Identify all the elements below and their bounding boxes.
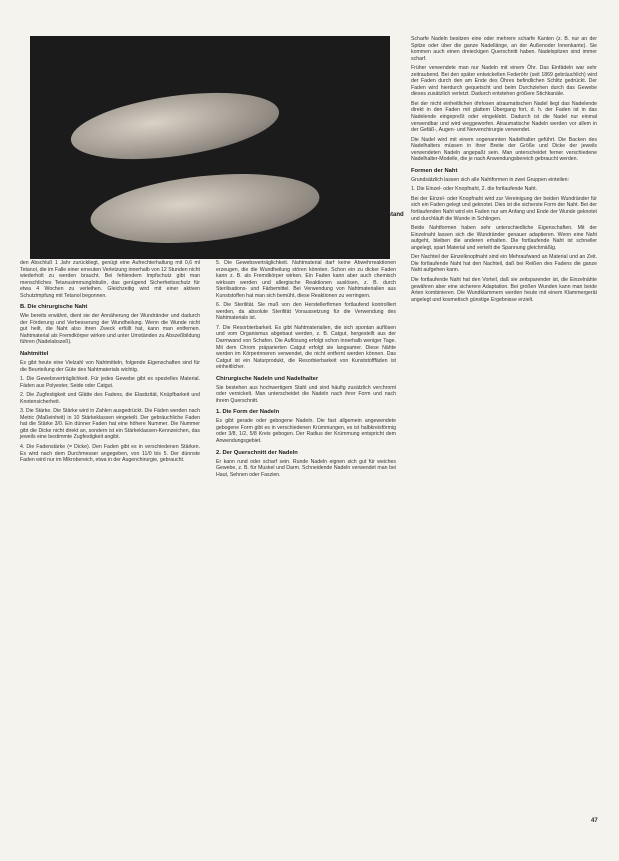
paragraph: Der Nachteil der Einzelknopfnaht sind ein Mehraufwand an Material und an Zeit. Die fortlaufende Naht hat den Nachteil, daß bei Reißen des Fadens die ganze Naht aufgehen kann. [411,254,597,274]
paragraph: Bei der Einzel- oder Knopfnaht wird zur Vereinigung der beiden Wundränder für sich ein Faden gelegt und geknotet. Dies ist die sicherste Form der Naht. Bei der fortlaufenden Naht wird ein Faden nur am Anfang und Ende der Wunde geknotet und durchläuft die Wunde in Schlingen. [411,195,597,222]
column-middle [216,260,396,481]
photo-limb-lower [87,164,323,253]
paragraph: Wie bereits erwähnt, dient sie der Annäherung der Wundränder und dadurch der Förderung und Verbesserung der Wundheilung. Wenn die Wunde nicht gut heilt, die Naht also ihren Zweck erfüllt hat, kann man entfernen. Nahtmaterial als Fremdkörper wirken und unter Umständen zu Abszeßbildung führen (Nadelabszeß). [20,313,200,346]
paragraph: Es gibt heute eine Vielzahl von Nahtmitteln, folgende Eigenschaften sind für die Beurteilung der Güte des Nahtmaterials wichtig. [20,360,200,373]
photo-limb-upper [67,82,283,171]
paragraph: 3. Die Stärke. Die Stärke wird in Zahlen ausgedrückt. Die Fäden werden nach Metric (Maßeinheit) in 10 Stärkeklassen eingeteilt. Der gebräuchliche Faden hat die Stärke 3/0. Ein dünner Faden hat eine höhere Nummer. Die Nummer gibt die Dicke nicht direkt an, sondern ist ein Stärkeklassen-Kennzeichen, das jeweils eine bestimmte Zugfestigkeit angibt. [20,408,200,441]
paragraph: Es gibt gerade oder gebogene Nadeln. Die fast allgemein angewendete gebogene Form gibt es in verschiedenen Krümmungen, es ist halbkreisförmig oder 3/8, 1/2, 5/8 Kreis gebogen. Der Radius der Krümmung entspricht dem Anwendungsgebiet. [216,418,396,445]
paragraph: 1. Die Gewebsverträglichkeit. Für jedes Gewebe gibt es spezielles Material. Fäden aus Polyester, Seide oder Catgut. [20,376,200,389]
paragraph: 5. Die Gewebsverträglichkeit. Nahtmaterial darf keine Abwehrreaktionen erzeugen, die die Wundheilung stören könnten. Schon ein zu dicker Faden kann z. B. als Fremdkörper wirken. Ein Faden kann aber auch chemisch wirksam werden und allergische Reaktionen auslösen, z. B. durch Sterilisations- und Färbemittel. Bei Verwendung von Nahtmaterialien aus Kunststoffen hat man sich bemüht, diese Reaktionen zu verringern. [216,260,396,299]
section-heading: Formen der Naht [411,167,458,174]
section-heading: Chirurgische Nadeln und Nadelhalter [216,375,319,382]
wound-healing-photo [30,36,390,259]
paragraph: 6. Die Sterilität. Sie muß von den Herstellerfirmen fortlaufend kontrolliert werden, da absolute Sterilität Voraussetzung für die Verwendung des Nahtmaterials ist. [216,302,396,322]
section-heading: B. Die chirurgische Naht [20,304,88,311]
subsection-heading: 1. Die Form der Nadeln [216,409,280,416]
subsection-heading: 2. Der Querschnitt der Nadeln [216,449,298,456]
paragraph: 4. Die Fadenstärke (= Dicke). Den Faden gibt es in verschiedenen Stärken. Es wird nach dem Durchmesser angegeben, von 11/0 bis 5. Der dünnste Faden wird nur im Mikrobereich, etwa in der Augenchirurgie, gebraucht. [20,444,200,464]
paragraph: Er kann rund oder scharf sein. Runde Nadeln eignen sich gut für weiches Gewebe, z. B. für Muskel und Darm. Schneidende Nadeln verwendet man bei Haut, Sehnen oder Faszien. [216,458,396,478]
paragraph: Die Nadel wird mit einem sogenannten Nadelhalter geführt. Die Backen des Nadelhalters müssen in ihrer Breite der Größe und Dicke der jeweils verwendeten Nadeln angepaßt sein. Man unterscheidet ferner verschiedene Nadelhalter-Modelle, die je nach Anwendungsbereich gebraucht werden. [411,136,597,163]
page-number: 47 [591,818,598,824]
figure-caption: Abb. 5c Zustand nach der Heilung. [357,212,404,232]
paragraph: Grundsätzlich lassen sich alle Nahtformen in zwei Gruppen einteilen: [411,176,570,183]
subsection-heading: Nahtmittel [20,351,49,358]
paragraph: Früher verwendete man nur Nadeln mit einem Öhr. Das Einfädeln war sehr zeitraubend. Bei den später entwickelten Federöhr (seit 1869 gebräuchlich) wird der Faden durch den am Ende des Öhres befindlichen Schlitz gedrückt. Der Faden wird hierdurch gequetscht und beim Durchziehen durch das Gewebe dieses zusätzlich verletzt. Dadurch entstehen größere Stichkanäle. [411,65,597,98]
column-left [20,260,200,467]
paragraph: Die fortlaufende Naht hat den Vorteil, daß sie zeitsparender ist, die Einzelnähte gewähren aber eine sicherere Adaptation. Bei großen Wunden kann man beide Arten kombinieren. Die Wundklammern werden heute mit einem Klammergerät angelegt und kosmetisch günstige Ergebnisse erzielt. [411,276,597,303]
paragraph: 1. Die Einzel- oder Knopfnaht, 2. die fortlaufende Naht. [411,186,538,193]
paragraph: den Abschluß 1 Jahr zurückliegt, genügt eine Aufrechterhaltung mit 0,6 ml Tetanol, die im Falle einer erneuten Verletzung innerhalb von 12 Stunden nicht wiederholt zu werden braucht. Bei fehlendem Impfschutz gibt man menschliches Tetanusimmunglobulin, das genügend Sicherheitsschutz für etwa 4 Wochen zu verleihen. Gleichzeitig wird mit einer aktiven Schutzimpfung mit Tetanol begonnen. [20,260,200,299]
paragraph: 7. Die Resorbierbarkeit. Es gibt Nahtmaterialien, die sich spontan auflösen und vom Organismus abgebaut werden, z. B. Catgut, hergestellt aus der Darmwand von Schafen. Die Auflösung erfolgt schon innerhalb weniger Tage. Mit dem Chrom präparierten Catgut erfolgt sie langsamer. Diese Nähte werden im Körperinneren verwendet, die nicht entfernt werden können. Das Catgut ist ein Naturprodukt, die Resorbierbarkeit von Kunststofffäden ist einheitlicher. [216,324,396,371]
paragraph: Scharfe Nadeln besitzen eine oder mehrere scharfe Kanten (z. B. nur an der Spitze oder über die ganze Nadellänge, an der Außenoder Innenkante). Sie kommen auch einen dreieckigen Querschnitt haben. Nadelspitzen sind immer scharf. [411,36,597,62]
paragraph: Sie bestehen aus hochwertigem Stahl und sind häufig zusätzlich verchromt oder vernickelt. Man unterscheidet die Nadeln nach ihrer Form und nach ihrem Querschnitt. [216,384,396,404]
paragraph: 2. Die Zugfestigkeit und Glätte des Fadens, die Elastizität, Knüpfbarkeit und Knotensicherheit. [20,392,200,405]
column-right [411,36,597,306]
paragraph: Beide Nahtformen haben sehr unterschiedliche Eigenschaften. Mit der Einzelnaht lassen sich die Wundränder genauer adaptieren. Wenn eine Naht aufgeht, bleiben die anderen erhalten. Die fortlaufende Naht ist schneller angelegt, spart Material und verteilt die Spannung gleichmäßig. [411,225,597,251]
paragraph: Bei der nicht einheitlichen öhrlosen atraumatischen Nadel liegt das Nadelende direkt in den Faden mit glattem Übergang fort, d. h. der Faden ist in das Nadelende eingepreßt oder eingeklebt. Dadurch ist die Nadel nur einmal verwendbar und wird weggeworfen. Atraumatische Nadeln werden vor allem in der Gefäß-, Augen- und Nervenchirurgie verwendet. [411,100,597,134]
